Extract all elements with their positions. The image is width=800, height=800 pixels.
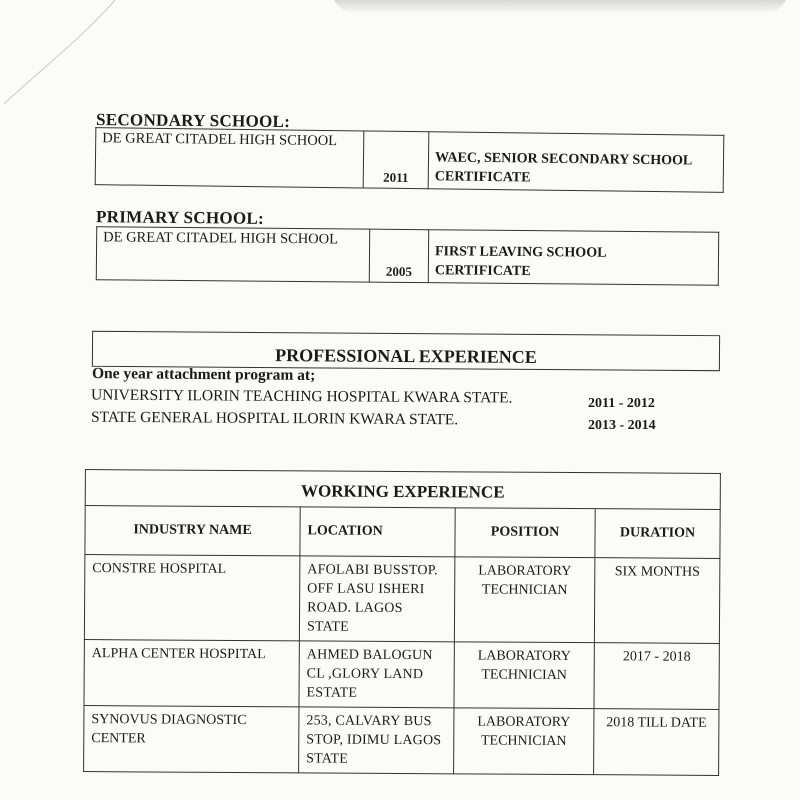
position: LABORATORY TECHNICIAN: [454, 642, 594, 709]
paper-fold-line: [0, 0, 120, 110]
industry-name: ALPHA CENTER HOSPITAL: [84, 640, 299, 707]
working-experience-table: [83, 469, 721, 776]
primary-school-year: 2005: [369, 229, 428, 283]
secondary-school-certificate: WAEC, SENIOR SECONDARY SCHOOL CERTIFICATE: [428, 132, 724, 193]
secondary-school-table: [95, 127, 725, 193]
primary-school-heading: PRIMARY SCHOOL:: [95, 207, 265, 228]
attachment-intro: One year attachment program at;: [91, 365, 316, 384]
table-row: [84, 640, 719, 710]
scan-shadow: [330, 0, 790, 14]
table-row: [84, 555, 720, 644]
column-header-location: LOCATION: [300, 507, 455, 557]
industry-name: SYNOVUS DIAGNOSTIC CENTER: [84, 706, 299, 773]
working-experience-heading: WORKING EXPERIENCE: [85, 470, 720, 510]
location: AHMED BALOGUN CL ,GLORY LAND ESTATE: [299, 641, 454, 708]
duration: 2018 TILL DATE: [594, 709, 719, 776]
attachment-period-1: 2011 - 2012: [588, 396, 655, 411]
attachment-place-1: UNIVERSITY ILORIN TEACHING HOSPITAL KWARA STATE.: [90, 386, 513, 407]
duration: SIX MONTHS: [594, 558, 720, 644]
column-header-duration: DURATION: [595, 509, 720, 559]
location: 253, CALVARY BUS STOP, IDIMU LAGOS STATE: [299, 707, 454, 774]
secondary-school-name: DE GREAT CITADEL HIGH SCHOOL: [95, 128, 364, 188]
secondary-school-heading: SECONDARY SCHOOL:: [95, 109, 291, 132]
position: LABORATORY TECHNICIAN: [454, 557, 595, 643]
primary-school-certificate: FIRST LEAVING SCHOOL CERTIFICATE: [428, 230, 718, 286]
attachment-period-2: 2013 - 2014: [588, 418, 656, 433]
location: AFOLABI BUSSTOP. OFF LASU ISHERI ROAD. LAGOS STATE: [299, 556, 455, 642]
primary-school-name: DE GREAT CITADEL HIGH SCHOOL: [96, 227, 369, 282]
professional-experience-heading: PROFESSIONAL EXPERIENCE: [275, 345, 537, 367]
primary-school-table: [96, 226, 719, 285]
attachment-place-2: STATE GENERAL HOSPITAL ILORIN KWARA STATE.: [90, 408, 459, 429]
column-header-position: POSITION: [455, 508, 595, 558]
position: LABORATORY TECHNICIAN: [454, 708, 594, 775]
duration: 2017 - 2018: [594, 643, 719, 710]
column-header-industry-name: INDUSTRY NAME: [85, 506, 300, 556]
secondary-school-year: 2011: [363, 131, 429, 189]
table-row: [84, 706, 719, 776]
industry-name: CONSTRE HOSPITAL: [84, 555, 300, 641]
